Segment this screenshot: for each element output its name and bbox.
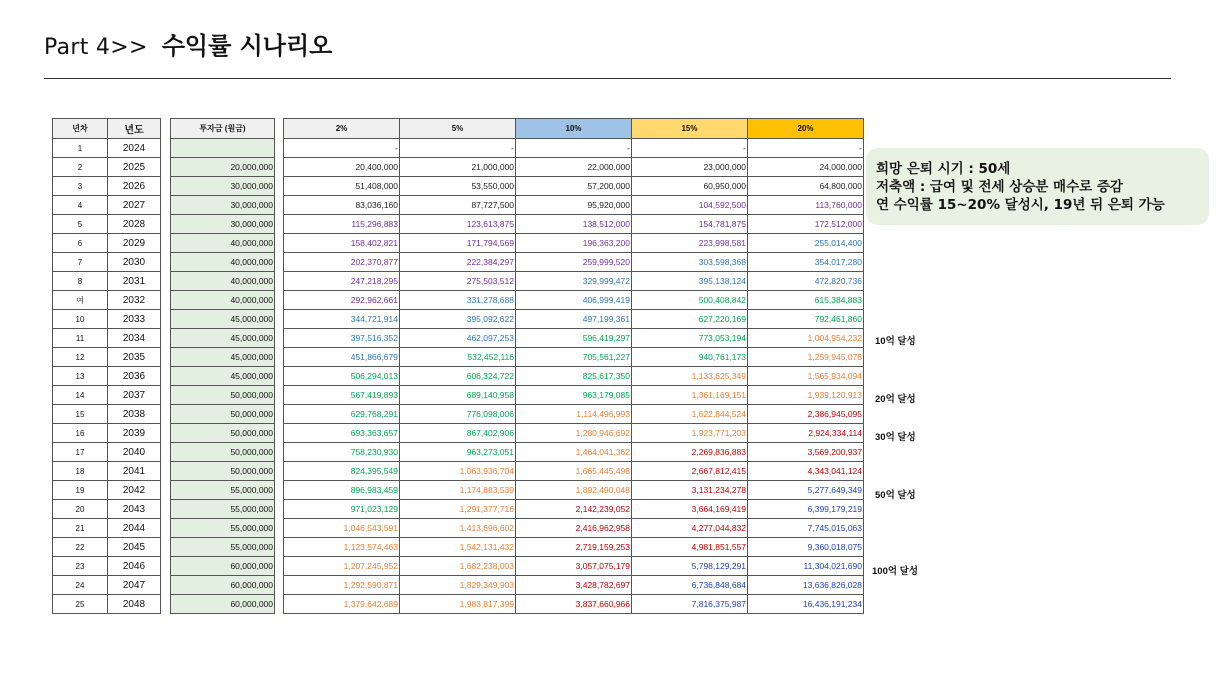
return-value-cell: 3,057,075,179: [516, 557, 632, 576]
year-cell: 2028: [108, 215, 161, 234]
table-row: [53, 139, 161, 158]
investment-cell: 50,000,000: [171, 443, 275, 462]
investment-cell: 55,000,000: [171, 538, 275, 557]
return-value-cell: 567,419,893: [284, 386, 400, 405]
table-row: [53, 196, 161, 215]
milestone-note: 50억 달성: [875, 489, 916, 501]
table-row: [53, 158, 161, 177]
col-header-investment: 투자금 (원금): [171, 119, 275, 139]
year-cell: 2044: [108, 519, 161, 538]
table-row: [171, 367, 275, 386]
return-value-cell: 11,304,021,690: [748, 557, 864, 576]
table-row: [53, 576, 161, 595]
return-value-cell: 532,452,116: [400, 348, 516, 367]
return-value-cell: 344,721,914: [284, 310, 400, 329]
table-row: [171, 462, 275, 481]
table-row: [53, 291, 161, 310]
year-cell: 2041: [108, 462, 161, 481]
table-row: [284, 519, 864, 538]
page-title: 수익률 시나리오: [161, 32, 333, 60]
return-value-cell: 615,384,883: [748, 291, 864, 310]
year-index-cell: 14: [53, 386, 108, 405]
return-value-cell: 395,092,622: [400, 310, 516, 329]
year-index-cell: 8: [53, 272, 108, 291]
year-index-cell: 2: [53, 158, 108, 177]
table-row: [171, 557, 275, 576]
return-value-cell: 331,278,688: [400, 291, 516, 310]
investment-cell: 40,000,000: [171, 234, 275, 253]
year-index-cell: 7: [53, 253, 108, 272]
return-value-cell: 22,000,000: [516, 158, 632, 177]
return-value-cell: 202,370,877: [284, 253, 400, 272]
table-row: [53, 595, 161, 614]
year-cell: 2036: [108, 367, 161, 386]
return-value-cell: 963,179,085: [516, 386, 632, 405]
year-index-cell: 15: [53, 405, 108, 424]
header-divider: [44, 78, 1171, 79]
return-value-cell: 1,829,349,903: [400, 576, 516, 595]
table-row: [171, 310, 275, 329]
return-value-cell: 1,291,377,716: [400, 500, 516, 519]
table-row: [53, 367, 161, 386]
milestone-note: 10억 달성: [875, 336, 916, 347]
return-value-cell: 123,613,875: [400, 215, 516, 234]
return-value-cell: 1,682,238,003: [400, 557, 516, 576]
return-value-cell: -: [516, 139, 632, 158]
return-value-cell: 354,017,280: [748, 253, 864, 272]
return-value-cell: 629,768,291: [284, 405, 400, 424]
table-row: [284, 443, 864, 462]
year-cell: 2031: [108, 272, 161, 291]
return-value-cell: 689,140,958: [400, 386, 516, 405]
milestone-note: 20억 달성: [875, 393, 916, 405]
return-value-cell: 1,361,169,151: [632, 386, 748, 405]
table-row: [284, 291, 864, 310]
table-row: [53, 481, 161, 500]
table-row: [53, 405, 161, 424]
table-row: [171, 177, 275, 196]
table-row: [53, 424, 161, 443]
year-index-cell: 5: [53, 215, 108, 234]
return-value-cell: 292,962,661: [284, 291, 400, 310]
return-value-cell: 113,760,000: [748, 196, 864, 215]
year-cell: 2037: [108, 386, 161, 405]
return-value-cell: 2,667,812,415: [632, 462, 748, 481]
table-row: [284, 272, 864, 291]
callout-line-return: 연 수익률 15~20% 달성시, 19년 뒤 은퇴 가능: [876, 197, 1165, 213]
return-value-cell: 1,123,574,463: [284, 538, 400, 557]
year-index-cell: 16: [53, 424, 108, 443]
investment-cell: 40,000,000: [171, 272, 275, 291]
table-row: [53, 348, 161, 367]
table-row: [284, 253, 864, 272]
year-index-cell: 3: [53, 177, 108, 196]
year-index-cell: 18: [53, 462, 108, 481]
table-row: [284, 405, 864, 424]
return-value-cell: 1,292,590,871: [284, 576, 400, 595]
return-value-cell: 1,565,934,094: [748, 367, 864, 386]
year-index-cell: 17: [53, 443, 108, 462]
table-row: [284, 234, 864, 253]
return-value-cell: 1,983,817,399: [400, 595, 516, 614]
year-index-cell: 10: [53, 310, 108, 329]
year-cell: 2046: [108, 557, 161, 576]
table-row: [53, 215, 161, 234]
investment-cell: 30,000,000: [171, 196, 275, 215]
return-value-cell: 867,402,906: [400, 424, 516, 443]
milestone-note: 30억 달성: [875, 432, 916, 443]
return-value-cell: 51,408,000: [284, 177, 400, 196]
investment-cell: 60,000,000: [171, 557, 275, 576]
return-value-cell: 472,820,736: [748, 272, 864, 291]
table-row: [171, 424, 275, 443]
return-value-cell: -: [284, 139, 400, 158]
return-value-cell: 275,503,512: [400, 272, 516, 291]
table-row: [284, 215, 864, 234]
return-value-cell: 9,360,018,075: [748, 538, 864, 557]
return-value-cell: -: [748, 139, 864, 158]
year-index-cell: 1: [53, 139, 108, 158]
table-row: [171, 196, 275, 215]
table-row: [171, 139, 275, 158]
return-value-cell: 329,999,472: [516, 272, 632, 291]
table-row: [284, 139, 864, 158]
investment-cell: 30,000,000: [171, 215, 275, 234]
col-header-5pct: 5%: [400, 119, 516, 139]
return-value-cell: 3,569,200,937: [748, 443, 864, 462]
return-value-cell: 172,512,000: [748, 215, 864, 234]
table-row: [53, 462, 161, 481]
year-cell: 2047: [108, 576, 161, 595]
return-value-cell: 4,981,851,557: [632, 538, 748, 557]
table-row: [284, 386, 864, 405]
return-value-cell: 6,399,179,219: [748, 500, 864, 519]
table-row: [171, 329, 275, 348]
return-value-cell: 506,294,013: [284, 367, 400, 386]
table-row: [53, 538, 161, 557]
return-value-cell: 20,400,000: [284, 158, 400, 177]
return-value-cell: 255,014,400: [748, 234, 864, 253]
investment-cell: 50,000,000: [171, 386, 275, 405]
return-value-cell: 4,343,041,124: [748, 462, 864, 481]
return-value-cell: 115,296,883: [284, 215, 400, 234]
investment-cell: 45,000,000: [171, 348, 275, 367]
year-cell: 2024: [108, 139, 161, 158]
return-value-cell: 2,719,159,253: [516, 538, 632, 557]
return-value-cell: 792,461,860: [748, 310, 864, 329]
part-label: Part 4>>: [44, 35, 148, 60]
summary-callout: [866, 148, 1209, 225]
return-value-cell: 171,794,569: [400, 234, 516, 253]
return-value-cell: 395,138,124: [632, 272, 748, 291]
return-value-cell: 940,761,173: [632, 348, 748, 367]
return-value-cell: 223,998,581: [632, 234, 748, 253]
table-row: [171, 158, 275, 177]
callout-line-retirement: 희망 은퇴 시기 : 50세: [876, 161, 1011, 177]
return-value-cell: 6,736,848,684: [632, 576, 748, 595]
year-cell: 2043: [108, 500, 161, 519]
year-cell: 2027: [108, 196, 161, 215]
table-row: [171, 405, 275, 424]
investment-cell: 50,000,000: [171, 424, 275, 443]
table-row: [171, 538, 275, 557]
return-value-cell: 13,636,826,028: [748, 576, 864, 595]
table-row: [53, 557, 161, 576]
return-value-cell: 397,516,352: [284, 329, 400, 348]
table-row: [171, 500, 275, 519]
investment-cell: 50,000,000: [171, 405, 275, 424]
return-value-cell: -: [632, 139, 748, 158]
col-header-20pct: 20%: [748, 119, 864, 139]
return-value-cell: 3,428,782,697: [516, 576, 632, 595]
return-value-cell: 596,419,297: [516, 329, 632, 348]
investment-cell: 45,000,000: [171, 310, 275, 329]
year-index-cell: 19: [53, 481, 108, 500]
year-cell: 2026: [108, 177, 161, 196]
return-value-cell: 57,200,000: [516, 177, 632, 196]
table-row: [284, 367, 864, 386]
investment-cell: 45,000,000: [171, 329, 275, 348]
return-value-cell: 773,053,194: [632, 329, 748, 348]
return-value-cell: 23,000,000: [632, 158, 748, 177]
year-cell: 2048: [108, 595, 161, 614]
return-value-cell: 154,781,875: [632, 215, 748, 234]
return-value-cell: 5,277,649,349: [748, 481, 864, 500]
return-value-cell: 7,816,375,987: [632, 595, 748, 614]
investment-cell: 50,000,000: [171, 462, 275, 481]
returns-table: [283, 118, 864, 614]
table-row: [284, 424, 864, 443]
return-value-cell: 1,413,696,602: [400, 519, 516, 538]
return-value-cell: 87,727,500: [400, 196, 516, 215]
year-cell: 2034: [108, 329, 161, 348]
return-value-cell: 1,133,625,349: [632, 367, 748, 386]
investment-cell: [171, 139, 275, 158]
return-value-cell: 53,550,000: [400, 177, 516, 196]
year-index-cell: 4: [53, 196, 108, 215]
year-cell: 2042: [108, 481, 161, 500]
milestone-note: 100억 달성: [872, 566, 919, 578]
year-cell: 2035: [108, 348, 161, 367]
return-value-cell: 95,920,000: [516, 196, 632, 215]
return-value-cell: 1,207,245,952: [284, 557, 400, 576]
callout-line-savings: 저축액 : 급여 및 전세 상승분 매수로 증감: [876, 179, 1123, 195]
table-row: [284, 329, 864, 348]
year-cell: 2039: [108, 424, 161, 443]
return-value-cell: 3,837,660,966: [516, 595, 632, 614]
return-value-cell: 825,617,350: [516, 367, 632, 386]
year-cell: 2030: [108, 253, 161, 272]
table-row: [53, 386, 161, 405]
year-index-cell: 24: [53, 576, 108, 595]
return-value-cell: 5,798,129,291: [632, 557, 748, 576]
col-header-year: 년도: [108, 119, 161, 139]
table-row: [171, 234, 275, 253]
investment-cell: 20,000,000: [171, 158, 275, 177]
table-row: [171, 348, 275, 367]
return-value-cell: 1,622,844,524: [632, 405, 748, 424]
year-index-cell: 여: [53, 291, 108, 310]
return-value-cell: 2,416,962,958: [516, 519, 632, 538]
return-value-cell: 196,363,200: [516, 234, 632, 253]
return-value-cell: 451,866,679: [284, 348, 400, 367]
return-value-cell: 303,598,368: [632, 253, 748, 272]
page-header: [44, 26, 332, 61]
investment-cell: 30,000,000: [171, 177, 275, 196]
return-value-cell: 64,800,000: [748, 177, 864, 196]
return-value-cell: 1,259,945,078: [748, 348, 864, 367]
return-value-cell: 462,097,253: [400, 329, 516, 348]
return-value-cell: 1,464,041,362: [516, 443, 632, 462]
table-row: [171, 386, 275, 405]
return-value-cell: 1,379,642,689: [284, 595, 400, 614]
return-value-cell: 406,999,419: [516, 291, 632, 310]
year-cell: 2029: [108, 234, 161, 253]
return-value-cell: 60,950,000: [632, 177, 748, 196]
year-table: [52, 118, 161, 614]
year-index-cell: 13: [53, 367, 108, 386]
return-value-cell: 2,924,334,114: [748, 424, 864, 443]
table-row: [284, 196, 864, 215]
table-row: [284, 310, 864, 329]
return-value-cell: 16,436,191,234: [748, 595, 864, 614]
investment-cell: 60,000,000: [171, 576, 275, 595]
investment-cell: 55,000,000: [171, 500, 275, 519]
table-row: [284, 481, 864, 500]
return-value-cell: 3,131,234,278: [632, 481, 748, 500]
return-value-cell: 606,324,722: [400, 367, 516, 386]
table-row: [284, 595, 864, 614]
table-row: [284, 348, 864, 367]
table-row: [171, 519, 275, 538]
return-value-cell: 4,277,044,832: [632, 519, 748, 538]
return-value-cell: 497,199,361: [516, 310, 632, 329]
return-value-cell: 1,004,954,232: [748, 329, 864, 348]
return-value-cell: 693,363,657: [284, 424, 400, 443]
return-value-cell: 158,402,821: [284, 234, 400, 253]
year-cell: 2045: [108, 538, 161, 557]
investment-table: [170, 118, 275, 614]
year-index-cell: 23: [53, 557, 108, 576]
investment-cell: 40,000,000: [171, 291, 275, 310]
table-row: [171, 595, 275, 614]
return-value-cell: 3,664,169,419: [632, 500, 748, 519]
investment-cell: 55,000,000: [171, 519, 275, 538]
return-value-cell: 776,098,006: [400, 405, 516, 424]
return-value-cell: 971,023,129: [284, 500, 400, 519]
col-header-n: 년차: [53, 119, 108, 139]
investment-cell: 55,000,000: [171, 481, 275, 500]
table-row: [53, 272, 161, 291]
return-value-cell: 2,142,239,052: [516, 500, 632, 519]
table-row: [53, 519, 161, 538]
table-row: [284, 557, 864, 576]
return-value-cell: 705,561,227: [516, 348, 632, 367]
table-row: [171, 443, 275, 462]
return-value-cell: 963,273,051: [400, 443, 516, 462]
table-row: [171, 215, 275, 234]
return-value-cell: -: [400, 139, 516, 158]
table-row: [53, 500, 161, 519]
table-row: [284, 177, 864, 196]
return-value-cell: 2,269,836,883: [632, 443, 748, 462]
return-value-cell: 104,592,500: [632, 196, 748, 215]
year-cell: 2040: [108, 443, 161, 462]
return-value-cell: 627,220,169: [632, 310, 748, 329]
return-value-cell: 1,665,445,498: [516, 462, 632, 481]
return-value-cell: 24,000,000: [748, 158, 864, 177]
year-cell: 2032: [108, 291, 161, 310]
table-row: [53, 310, 161, 329]
year-index-cell: 6: [53, 234, 108, 253]
return-value-cell: 1,114,496,993: [516, 405, 632, 424]
table-row: [284, 158, 864, 177]
table-row: [284, 538, 864, 557]
col-header-10pct: 10%: [516, 119, 632, 139]
year-index-cell: 25: [53, 595, 108, 614]
table-row: [53, 234, 161, 253]
return-value-cell: 247,218,295: [284, 272, 400, 291]
return-value-cell: 896,983,459: [284, 481, 400, 500]
investment-cell: 45,000,000: [171, 367, 275, 386]
return-value-cell: 1,892,490,048: [516, 481, 632, 500]
return-value-cell: 259,999,520: [516, 253, 632, 272]
investment-cell: 60,000,000: [171, 595, 275, 614]
table-row: [284, 500, 864, 519]
return-value-cell: 758,230,930: [284, 443, 400, 462]
return-value-cell: 7,745,015,063: [748, 519, 864, 538]
table-row: [53, 253, 161, 272]
table-row: [171, 291, 275, 310]
return-value-cell: 222,384,297: [400, 253, 516, 272]
table-row: [171, 481, 275, 500]
return-value-cell: 1,280,946,692: [516, 424, 632, 443]
return-value-cell: 1,939,120,913: [748, 386, 864, 405]
return-value-cell: 1,063,936,704: [400, 462, 516, 481]
return-value-cell: 21,000,000: [400, 158, 516, 177]
year-index-cell: 20: [53, 500, 108, 519]
return-value-cell: 83,036,160: [284, 196, 400, 215]
year-index-cell: 12: [53, 348, 108, 367]
table-row: [53, 443, 161, 462]
return-value-cell: 1,542,131,432: [400, 538, 516, 557]
year-cell: 2033: [108, 310, 161, 329]
return-value-cell: 1,923,771,203: [632, 424, 748, 443]
year-index-cell: 22: [53, 538, 108, 557]
return-value-cell: 824,395,549: [284, 462, 400, 481]
investment-cell: 40,000,000: [171, 253, 275, 272]
table-row: [171, 253, 275, 272]
table-row: [53, 177, 161, 196]
table-row: [284, 576, 864, 595]
return-value-cell: 2,386,945,095: [748, 405, 864, 424]
return-value-cell: 500,408,842: [632, 291, 748, 310]
year-index-cell: 11: [53, 329, 108, 348]
col-header-15pct: 15%: [632, 119, 748, 139]
return-value-cell: 1,046,543,591: [284, 519, 400, 538]
table-row: [53, 329, 161, 348]
return-value-cell: 1,174,883,539: [400, 481, 516, 500]
year-cell: 2025: [108, 158, 161, 177]
table-row: [171, 272, 275, 291]
col-header-2pct: 2%: [284, 119, 400, 139]
table-row: [284, 462, 864, 481]
return-value-cell: 138,512,000: [516, 215, 632, 234]
table-row: [171, 576, 275, 595]
year-index-cell: 21: [53, 519, 108, 538]
year-cell: 2038: [108, 405, 161, 424]
